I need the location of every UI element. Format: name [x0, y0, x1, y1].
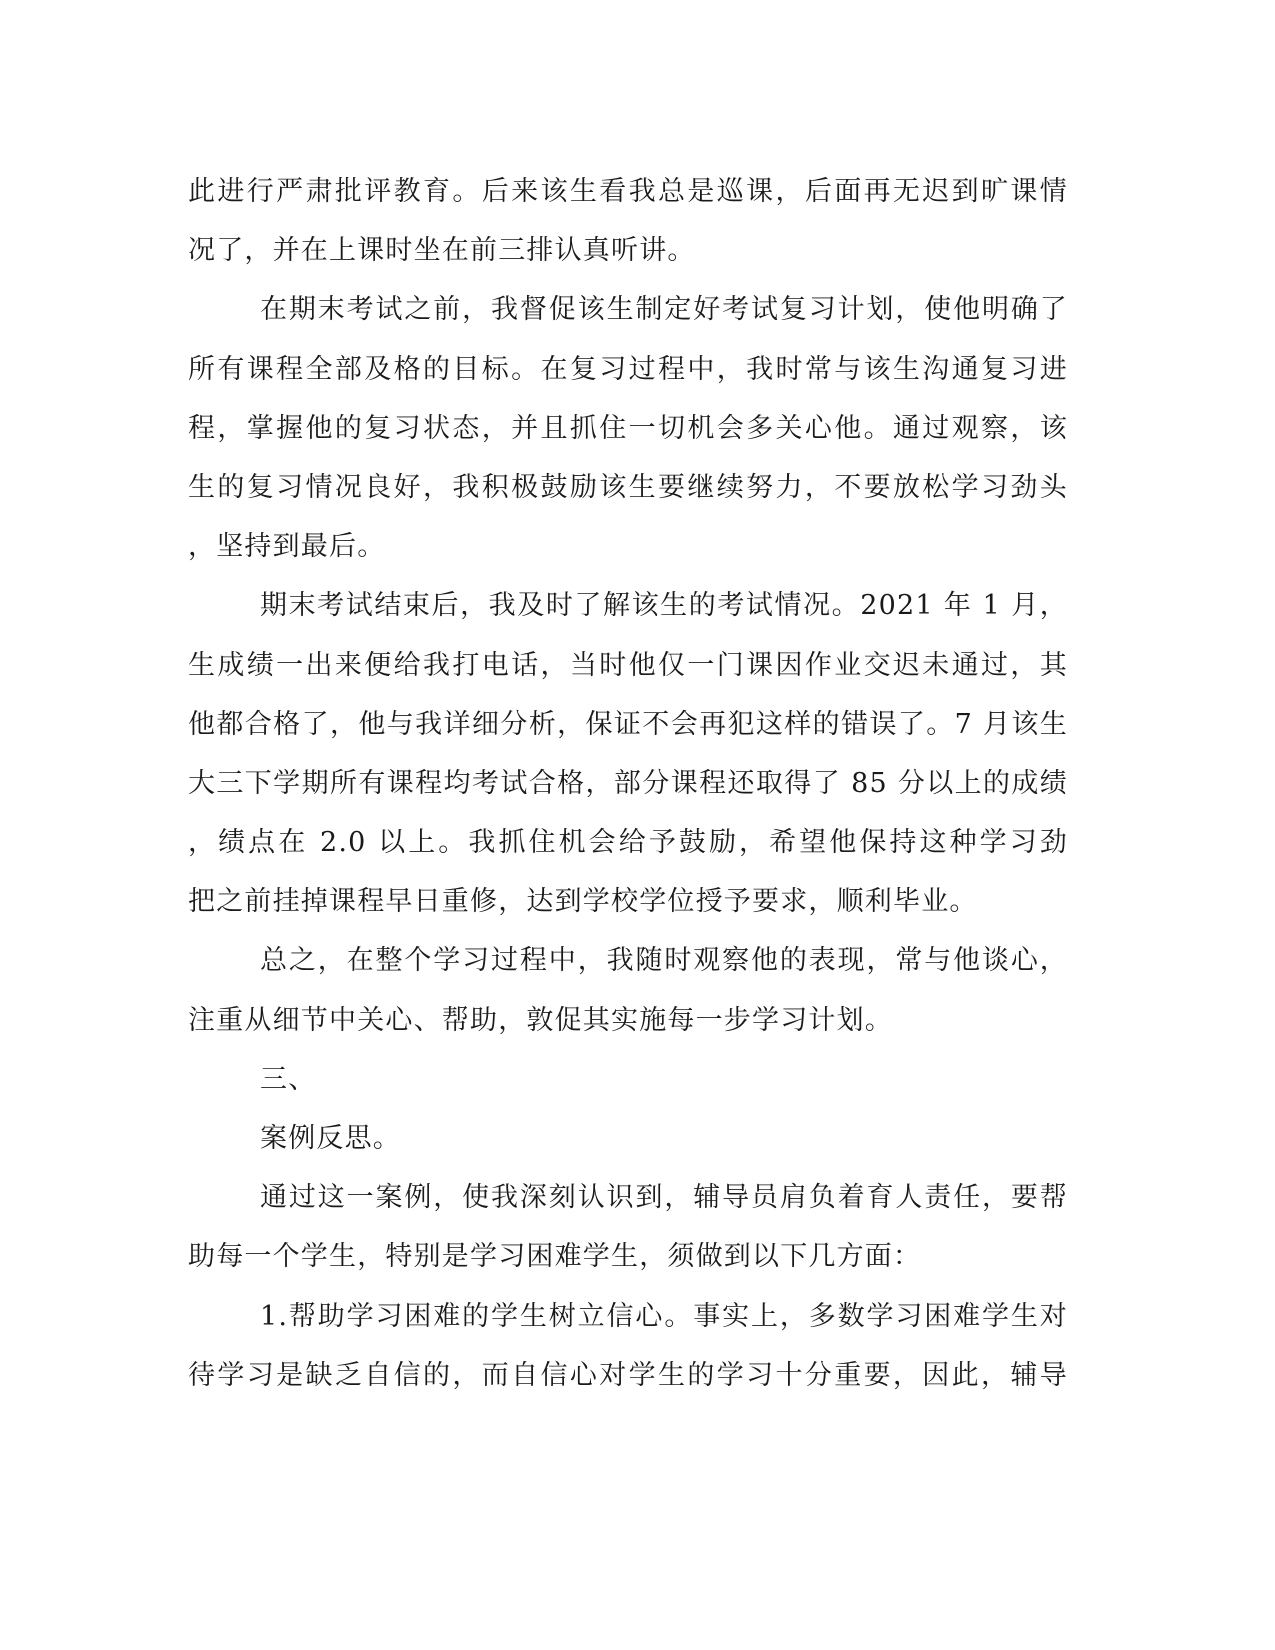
document-body [188, 162, 1068, 1405]
text-line: ，坚持到最后。 [188, 531, 386, 563]
text-line: 助每一个学生，特别是学习困难学生，须做到以下几方面： [188, 1241, 922, 1273]
paragraph-first-line: 1.帮助学习困难的学生树立信心。事实上，多数学习困难学生对 [260, 1300, 1068, 1332]
section-heading: 案例反思。 [260, 1123, 401, 1154]
paragraph-first-line: 通过这一案例，使我深刻认识到，辅导员肩负着育人责任，要帮 [260, 1182, 1068, 1214]
text-line: 生的复习情况良好，我积极鼓励该生要继续努力，不要放松学习劲头 [188, 471, 1068, 503]
paragraph-first-line: 总之，在整个学习过程中，我随时观察他的表现，常与他谈心， [260, 945, 1068, 977]
paragraph-first-line: 在期末考试之前，我督促该生制定好考试复习计划，使他明确了 [260, 294, 1068, 326]
text-line: 他都合格了，他与我详细分析，保证不会再犯这样的错误了。7 月该生 [188, 708, 1068, 740]
text-line: 把之前挂掉课程早日重修，达到学校学位授予要求，顺利毕业。 [188, 886, 978, 918]
text-line: 况了，并在上课时坐在前三排认真听讲。 [188, 235, 696, 267]
text-line: ，绩点在 2.0 以上。我抓住机会给予鼓励，希望他保持这种学习劲 [188, 827, 1068, 859]
text-line: 待学习是缺乏自信的，而自信心对学生的学习十分重要，因此，辅导 [188, 1359, 1068, 1391]
text-line: 此进行严肃批评教育。后来该生看我总是巡课，后面再无迟到旷课情 [188, 176, 1068, 207]
text-line: 注重从细节中关心、帮助，敦促其实施每一步学习计划。 [188, 1004, 893, 1036]
paragraph-first-line: 期末考试结束后，我及时了解该生的考试情况。2021 年 1 月， [260, 590, 1068, 622]
text-line: 程，掌握他的复习状态，并且抓住一切机会多关心他。通过观察，该 [188, 412, 1068, 444]
text-line: 生成绩一出来便给我打电话，当时他仅一门课因作业交迟未通过，其 [188, 649, 1068, 681]
text-line: 所有课程全部及格的目标。在复习过程中，我时常与该生沟通复习进 [188, 353, 1068, 385]
text-line: 大三下学期所有课程均考试合格，部分课程还取得了 85 分以上的成绩 [188, 767, 1068, 799]
section-number: 三、 [260, 1063, 317, 1095]
